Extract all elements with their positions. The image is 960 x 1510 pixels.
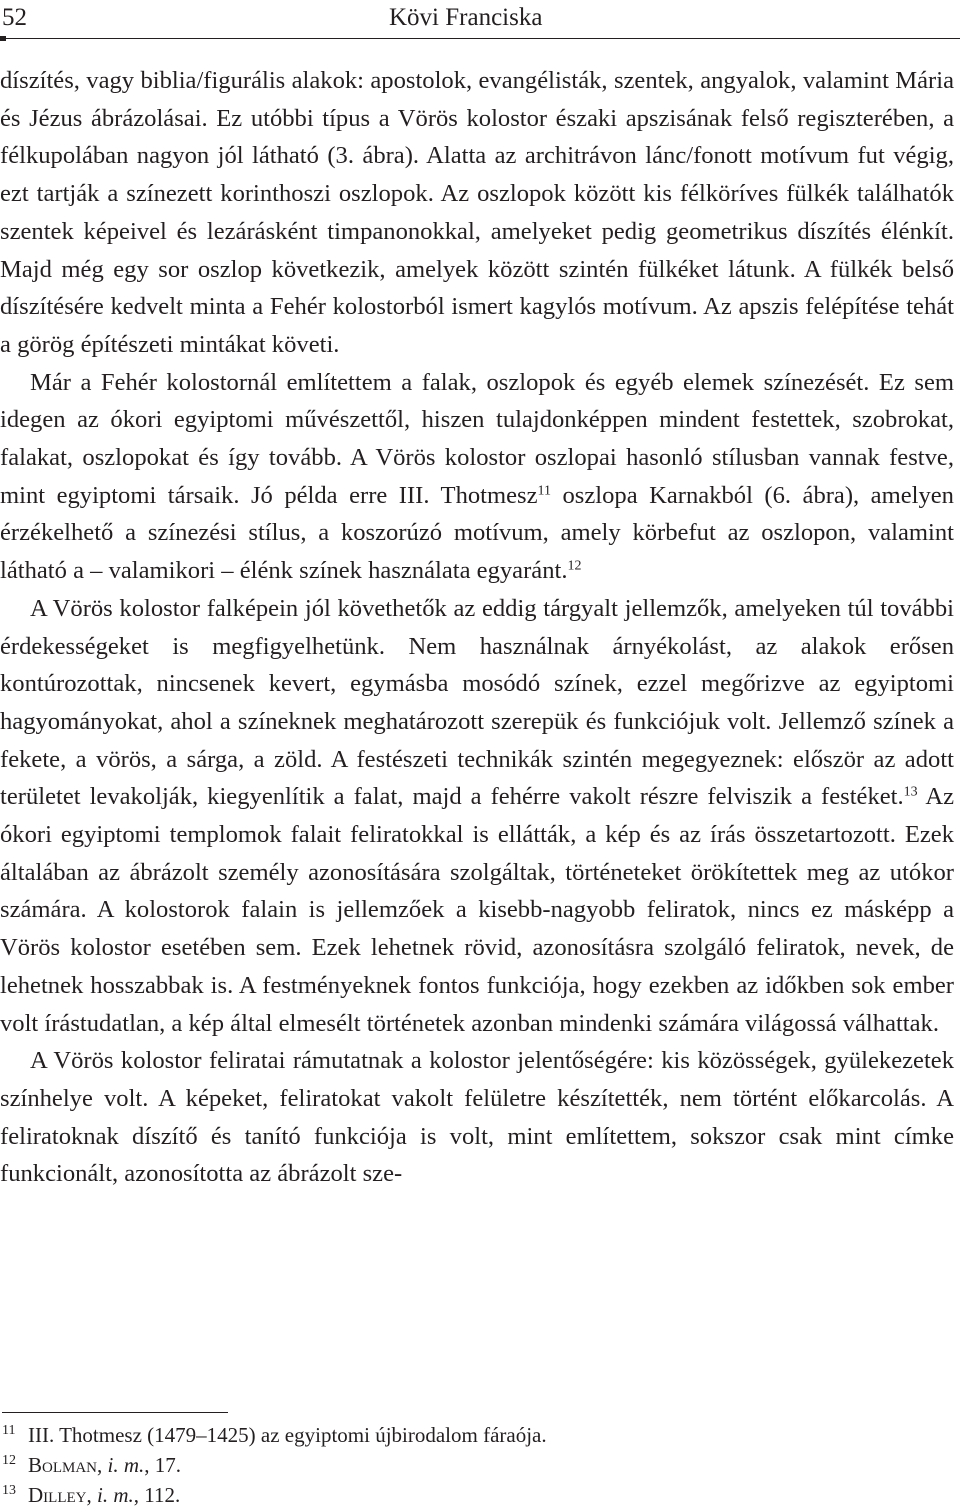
footnote-page: , 112. [133,1483,181,1507]
page-number: 52 [2,4,27,31]
header-rule-mark [0,36,6,41]
footnote-ref-11[interactable]: 11 [537,483,552,499]
header-rule [0,38,960,39]
footnote-page: , 17. [144,1453,182,1477]
footnote-author: Bolman [28,1453,98,1477]
paragraph-3-text-cont: Az ókori egyiptomi templomok falait feliratokkal is ellátták, a kép és az írás összetartozott. Ezek általában az ábrázolt személy azonosítására szolgáltak, történeteket örökítettek meg az utókor számára. A kolostorok falain is jellemzőek a kisebb-nagyobb feliratok, nincs ez másképp a Vörös kolostor esetében sem. Ezek lehetnek rövid, azonosításra szolgáló feliratok, nevek, de lehetnek hosszabbak is. A festményeknek fontos funkciója, hogy ezekben az időkben sok ember volt írástudatlan, a kép által elmesélt történetek azonban mindenki számára világossá válhattak. [0,783,955,1037]
footnote-11 [0,1420,954,1450]
paragraph-4-text: A Vörös kolostor feliratai rámutatnak a kolostor jelentőségére: kis közösségek, gyülekezetek színhelye volt. A képeket, feliratokat vakolt felületre készítették, nem történt előkarcolás. A feliratoknak díszítő és tanító funkciója is volt, mint említettem, sokszor csak mint címke funkcionált, azonosította az ábrázolt sze- [0,1047,954,1188]
footnote-ibid: i. m. [107,1453,145,1477]
footnote-12 [0,1450,954,1480]
footnote-text: III. Thotmesz (1479–1425) az egyiptomi újbirodalom fáraója. [28,1423,547,1447]
paragraph-2-text-cont: oszlopa Karnakból (6. ábra), amelyen érzékelhető a színezési stílus, a koszorúzó motívum, amely körbefut az oszlopon, valamint látható a – valamikori – élénk színek használata egyaránt. [0,481,954,585]
footnote-author: Dilley [28,1483,87,1507]
footnotes [0,1420,954,1510]
footnote-number: 13 [2,1483,16,1498]
paragraph-1-text: díszítés, vagy biblia/figurális alakok: apostolok, evangélisták, szentek, angyalok, valamint Mária és Jézus ábrázolásai. Ez utóbbi típus a Vörös kolostor északi apszisának felső regiszterében, a félkupolában nagyon jól látható (3. ábra). Alatta az architrávon lánc/fonott motívum fut végig, ezt tartják a színezett korinthoszi oszlopok. Az oszlopok között kis félköríves fülkék találhatók szentek képeivel és lezárásként timpanonokkal, amelyeket pedig geometrikus díszítés élénkít. Majd még egy sor oszlop következik, amelyek között szintén fülkéket látunk. A fülkék belső díszítésére kedvelt minta a Fehér kolostorból ismert kagylós motívum. Az apszis felépítése tehát a görög építészeti mintákat követi. [0,67,954,358]
paragraph-2 [0,364,954,590]
footnote-text: Dilley, i. m., 112. [28,1483,181,1507]
footnote-ref-13[interactable]: 13 [903,784,918,800]
footnote-number: 12 [2,1453,16,1468]
footnote-13 [0,1480,954,1510]
paragraph-3-text: A Vörös kolostor falképein jól követhetők az eddig tárgyalt jellemzők, amelyeken túl további érdekességeket is megfigyelhetünk. Nem használnak árnyékolást, az alakok erősen kontúrozottak, nincsenek kevert, egymásba mosódó színek, ezzel megőrizve az egyiptomi hagyományokat, ahol a színeknek meghatározott szerepük és funkciójuk volt. Jellemző színek a fekete, a vörös, a sárga, a zöld. A festészeti technikák szintén megegyeznek: először az adott területet levakolják, kiegyenlítik a falat, majd a fehérre vakolt részre felviszik a festéket. [0,594,954,811]
paragraph-3 [0,590,954,1042]
footnote-rule [2,1412,228,1413]
footnote-number: 11 [2,1423,16,1438]
running-title: Kövi Franciska [389,4,543,31]
paragraph-2-text: Már a Fehér kolostornál említettem a falak, oszlopok és egyéb elemek színezését. Ez sem idegen az ókori egyiptomi művészettől, hiszen tulajdonképpen mindent festettek, szobrokat, falakat, oszlopokat és így tovább. A Vörös kolostor oszlopai hasonló stílusban vannak festve, mint egyiptomi társaik. Jó példa erre III. Thotmesz [0,368,954,509]
footnote-ref-12[interactable]: 12 [567,558,582,574]
paragraph-4 [0,1042,954,1193]
running-header [0,0,960,40]
footnote-ibid: i. m. [96,1483,134,1507]
paragraph-1 [0,62,954,364]
body-text [0,62,954,1193]
footnote-text: Bolman, i. m., 17. [28,1453,182,1477]
